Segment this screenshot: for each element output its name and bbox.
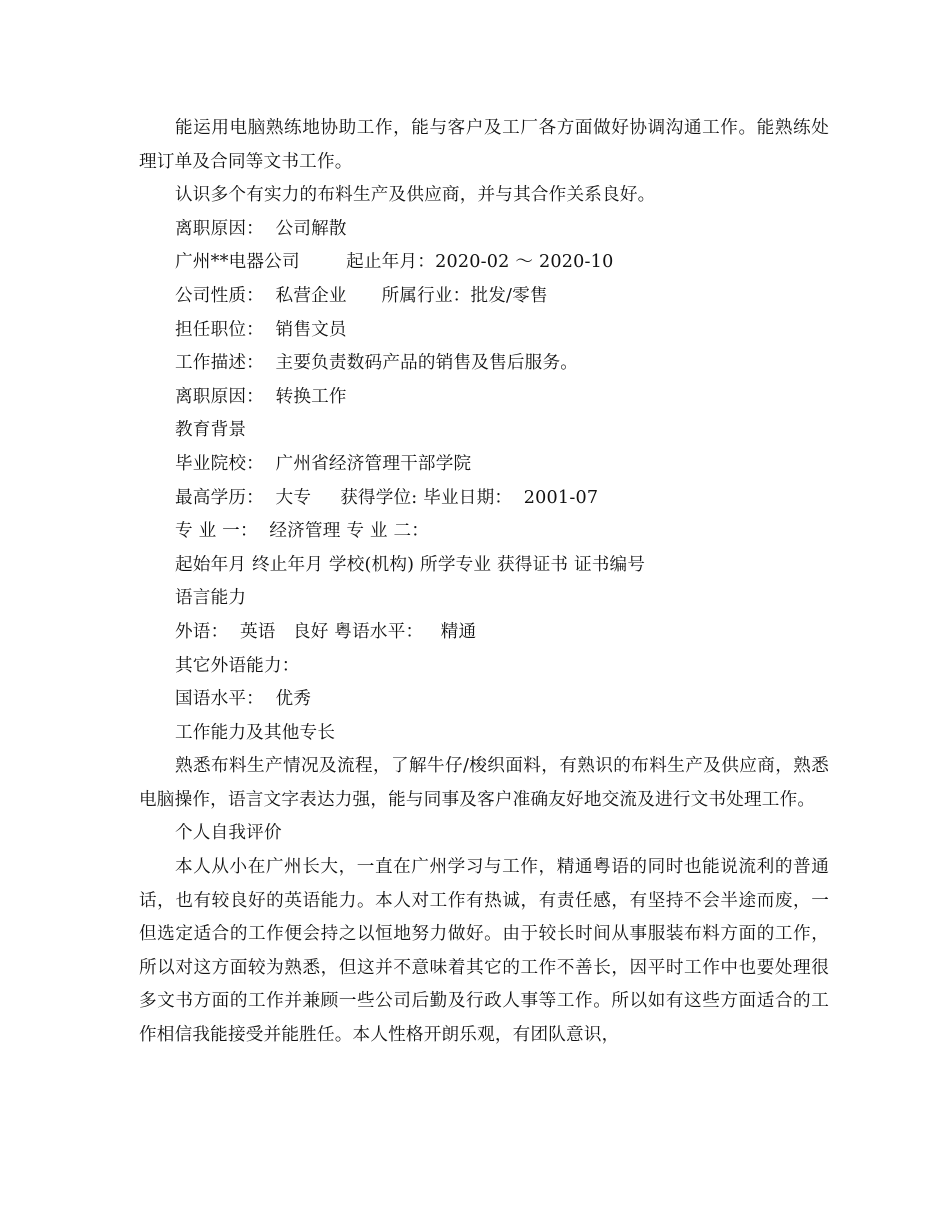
degree-line: 最高学历： 大专 获得学位: 毕业日期： 2001-07: [175, 487, 599, 508]
suppliers-line: 认识多个有实力的布料生产及供应商，并与其合作关系良好。: [175, 185, 656, 206]
self-evaluation-heading: 个人自我评价: [175, 823, 282, 844]
leave-reason-line-1: 离职原因： 公司解散: [175, 218, 347, 239]
education-columns-line: 起始年月 终止年月 学校(机构) 所学专业 获得证书 证书编号: [175, 554, 646, 575]
skills-paragraph: 熟悉布料生产情况及流程，了解牛仔/梭织面料，有熟识的布料生产及供应商，熟悉电脑操作，语言文字表达力强，能与同事及客户准确友好地交流及进行文书处理工作。: [139, 756, 829, 810]
self-evaluation-paragraph: 本人从小在广州长大，一直在广州学习与工作，精通粤语的同时也能说流利的普通话，也有较良好的英语能力。本人对工作有热诚，有责任感，有坚持不会半途而废，一但选定适合的工作便会持之以恒地努力做好。由于较长时间从事服装布料方面的工作，所以对这方面较为熟悉，但这并不意味着其它的工作不善长，因平时工作中也要处理很多文书方面的工作并兼顾一些公司后勤及行政人事等工作。所以如有这些方面适合的工作相信我能接受并能胜任。本人性格开朗乐观，有团队意识，: [139, 857, 829, 1046]
position-line: 担任职位： 销售文员: [175, 319, 347, 340]
leave-reason-line-2: 离职原因： 转换工作: [175, 386, 347, 407]
language-heading: 语言能力: [175, 588, 247, 609]
company-line: 广州**电器公司 起止年月：2020-02 ～ 2020-10: [175, 252, 614, 273]
skills-heading: 工作能力及其他专长: [175, 722, 336, 743]
major-line: 专 业 一： 经济管理 专 业 二：: [175, 521, 430, 542]
mandarin-line: 国语水平： 优秀: [175, 689, 312, 710]
job-description-line: 工作描述： 主要负责数码产品的销售及售后服务。: [175, 353, 579, 374]
foreign-language-line: 外语： 英语 良好 粤语水平： 精通: [175, 621, 477, 642]
work-skills-paragraph: 能运用电脑熟练地协助工作，能与客户及工厂各方面做好协调沟通工作。能熟练处理订单及合同等文书工作。: [139, 118, 829, 172]
other-language-line: 其它外语能力：: [175, 655, 300, 676]
resume-body: [139, 112, 829, 1053]
school-line: 毕业院校： 广州省经济管理干部学院: [175, 453, 472, 474]
company-nature-line: 公司性质： 私营企业 所属行业：批发/零售: [175, 285, 548, 306]
education-heading: 教育背景: [175, 420, 247, 441]
